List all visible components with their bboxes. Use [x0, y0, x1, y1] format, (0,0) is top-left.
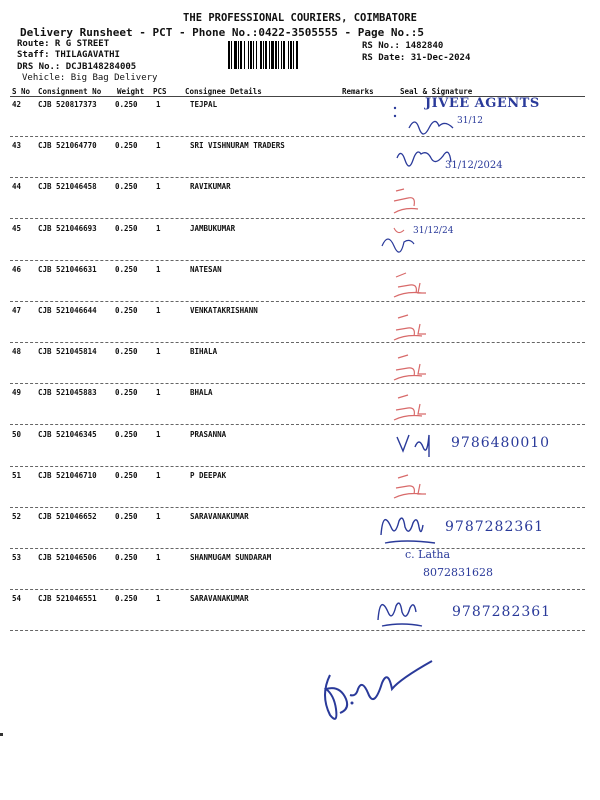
- row-consignee-name: BHALA: [190, 388, 213, 398]
- row-sno: 51: [12, 470, 22, 480]
- row-consignee-name: SARAVANAKUMAR: [190, 512, 249, 521]
- table-row: [0, 182, 600, 223]
- row-weight: 0.250: [115, 512, 138, 521]
- row-consignee-name: RAVIKUMAR: [190, 182, 231, 192]
- row-sno: 54: [12, 594, 22, 604]
- row-pcs: 1: [156, 594, 161, 604]
- row-consignee-name: BIHALA: [190, 347, 218, 357]
- drs-number: DRS No.: DCJB148284005: [17, 62, 137, 72]
- row-consignment-no: CJB 521045814: [38, 347, 97, 357]
- row-pcs: 1: [156, 306, 161, 315]
- row-consignee-name: SRI VISHNURAM TRADERS: [190, 141, 285, 151]
- row-pcs: 1: [156, 347, 161, 357]
- document-subtitle: Delivery Runsheet - PCT - Phone No.:0422-3505555 - Page No.:5: [20, 26, 424, 39]
- row53-name: c. Latha: [405, 548, 451, 561]
- row-consignee-name: VENKATAKRISHANN: [190, 306, 258, 315]
- row-sno: 49: [12, 388, 22, 398]
- table-row: [0, 553, 600, 594]
- row-divider: [10, 383, 585, 384]
- row-weight: 0.250: [115, 306, 138, 315]
- stamp-mark: [390, 348, 440, 388]
- row-divider: [10, 424, 585, 425]
- vehicle-label: Vehicle: Big Bag Delivery: [22, 73, 158, 83]
- row-consignee-name: P DEEPAK: [190, 470, 227, 480]
- row-weight: 0.250: [115, 264, 138, 274]
- column-header-remarks: Remarks: [342, 87, 374, 96]
- row-pcs: 1: [156, 388, 161, 398]
- rs-number: RS No.: 1482840: [362, 41, 444, 51]
- row-consignment-no: CJB 521046652: [38, 512, 97, 521]
- rs-date: RS Date: 31-Dec-2024: [362, 53, 471, 63]
- row-pcs: 1: [156, 141, 161, 151]
- row-weight: 0.250: [115, 594, 138, 604]
- row-consignment-no: CJB 521045883: [38, 388, 97, 398]
- row-divider: [10, 301, 585, 302]
- signature-scribble: [393, 427, 453, 459]
- row-sno: 52: [12, 512, 22, 521]
- row-consignment-no: CJB 521046631: [38, 264, 97, 274]
- table-row: [0, 265, 600, 306]
- stamp-mark: [390, 183, 430, 223]
- row-sno: 47: [12, 306, 22, 315]
- table-row: [0, 224, 600, 265]
- staff-label: Staff: THILAGAVATHI: [17, 50, 120, 60]
- column-header-seal: Seal & Signature: [400, 87, 473, 96]
- row-weight: 0.250: [115, 388, 138, 398]
- margin-tick: [0, 733, 3, 736]
- row54-signature: [372, 590, 582, 630]
- row54-phone: 9787282361: [452, 604, 552, 620]
- row-weight: 0.250: [115, 141, 138, 151]
- row-consignment-no: CJB 521046458: [38, 182, 97, 192]
- row53-phone: 8072831628: [423, 566, 493, 579]
- row-consignment-no: CJB 521064770: [38, 141, 97, 151]
- row-consignment-no: CJB 521046551: [38, 594, 97, 604]
- row-weight: 0.250: [115, 429, 138, 439]
- row-pcs: 1: [156, 182, 161, 192]
- row-divider: [10, 466, 585, 467]
- signature-scribble: [375, 505, 455, 549]
- row-sno: 46: [12, 264, 22, 274]
- row-weight: 0.250: [115, 182, 138, 192]
- row-sno: 44: [12, 182, 22, 192]
- signature-scribble: [372, 590, 452, 630]
- row45-note: 31/12/24: [413, 226, 454, 236]
- document-title: THE PROFESSIONAL COURIERS, COIMBATORE: [183, 12, 417, 24]
- row42-date: 31/12: [457, 116, 483, 126]
- stamp-mark: [390, 265, 440, 305]
- stamp-mark: [390, 388, 440, 428]
- row52-signature: [375, 505, 575, 549]
- row-pcs: 1: [156, 264, 161, 274]
- row-sno: 48: [12, 347, 22, 357]
- row-weight: 0.250: [115, 100, 138, 109]
- stamp-text: JIVEE AGENTS: [425, 96, 540, 111]
- row-pcs: 1: [156, 429, 161, 439]
- row43-signature: [395, 140, 555, 184]
- row-consignment-no: CJB 521046693: [38, 223, 97, 233]
- row-consignment-no: CJB 521046710: [38, 470, 97, 480]
- row-pcs: 1: [156, 512, 161, 521]
- row50-signature: [393, 427, 573, 459]
- row-consignee-name: SHANMUGAM SUNDARAM: [190, 553, 272, 563]
- signature-scribble: [385, 96, 525, 142]
- row-consignee-name: NATESAN: [190, 264, 222, 274]
- row-pcs: 1: [156, 223, 161, 233]
- row-sno: 45: [12, 223, 22, 233]
- stamp-mark: [390, 470, 440, 506]
- row-weight: 0.250: [115, 223, 138, 233]
- row-divider: [10, 218, 585, 219]
- row-consignee-name: PRASANNA: [190, 429, 227, 439]
- route-label: Route: R G STREET: [17, 39, 110, 49]
- row-sno: 43: [12, 141, 22, 151]
- row-pcs: 1: [156, 553, 161, 563]
- table-row: [0, 388, 600, 429]
- row52-phone: 9787282361: [445, 519, 545, 535]
- row-sno: 53: [12, 553, 22, 563]
- row-consignee-name: SARAVANAKUMAR: [190, 594, 249, 604]
- column-header-sno: S No: [12, 87, 31, 96]
- row-weight: 0.250: [115, 470, 138, 480]
- column-header-consignee: Consignee Details: [185, 87, 262, 96]
- row-pcs: 1: [156, 100, 161, 109]
- column-header-pcs: PCS: [153, 87, 167, 96]
- row-consignment-no: CJB 521046644: [38, 306, 97, 315]
- barcode: [228, 41, 354, 69]
- row45-signature: [378, 224, 508, 264]
- column-header-weight: Weight: [117, 87, 145, 96]
- row-weight: 0.250: [115, 553, 138, 563]
- row-consignment-no: CJB 521046506: [38, 553, 97, 563]
- row43-date: 31/12/2024: [445, 160, 503, 171]
- staff-signature: [310, 655, 470, 725]
- row-consignment-no: CJB 520817373: [38, 100, 97, 109]
- column-header-consignment: Consignment No: [38, 87, 102, 96]
- row-sno: 42: [12, 100, 22, 109]
- row50-phone: 9786480010: [451, 435, 551, 451]
- stamp-mark: [390, 308, 440, 348]
- row-sno: 50: [12, 429, 22, 439]
- table-row: [0, 306, 600, 347]
- table-row: [0, 347, 600, 388]
- agent-stamp-signature: [385, 96, 540, 142]
- row-weight: 0.250: [115, 347, 138, 357]
- row-consignment-no: CJB 521046345: [38, 429, 97, 439]
- row-pcs: 1: [156, 470, 161, 480]
- row-divider: [10, 630, 585, 631]
- row-divider: [10, 342, 585, 343]
- row-consignee-name: TEJPAL: [190, 100, 218, 109]
- row-consignee-name: JAMBUKUMAR: [190, 223, 236, 233]
